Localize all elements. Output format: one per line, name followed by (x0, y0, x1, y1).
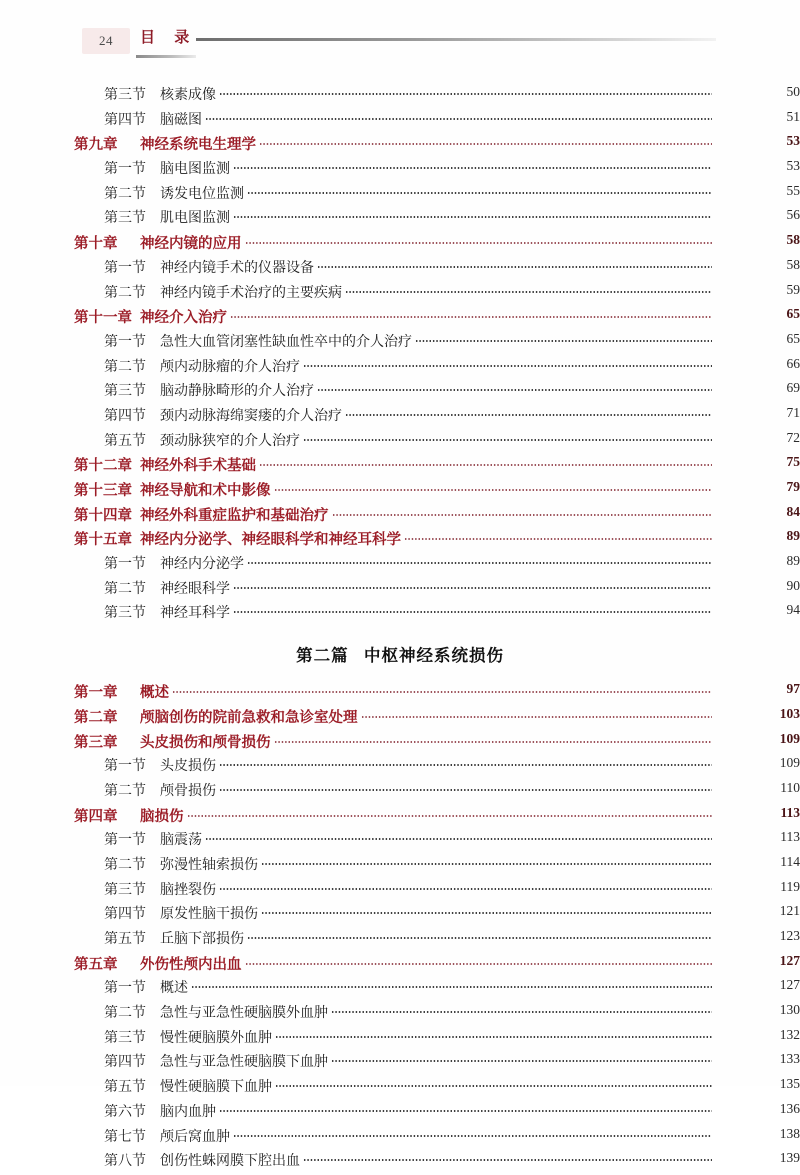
toc-entry-page-number: 66 (786, 355, 800, 371)
toc-entry-label: 第七节 (104, 1129, 146, 1145)
toc-entry-page-number: 114 (780, 853, 800, 869)
dot-leader (303, 357, 712, 371)
toc-section-row[interactable] (0, 854, 800, 879)
toc-entry-title: 原发性脑干损伤 (160, 907, 258, 923)
toc-entry-title: 神经系统电生理学 (140, 137, 256, 154)
toc-entry-page-number: 89 (786, 553, 800, 569)
toc-entry-page-number: 59 (786, 281, 800, 297)
toc-entry-page-number: 58 (786, 232, 800, 248)
dot-leader (219, 781, 712, 795)
toc-entry-label: 第一节 (104, 334, 146, 350)
dot-leader (303, 1151, 712, 1165)
toc-entry-page-number: 94 (786, 602, 800, 618)
toc-entry-label: 第三节 (104, 1030, 146, 1046)
toc-entry-title: 弥漫性轴索损伤 (160, 857, 258, 873)
toc-entry-label: 第一节 (104, 162, 146, 178)
toc-entry-page-number: 138 (779, 1125, 800, 1141)
dot-leader (259, 456, 712, 471)
toc-section-row[interactable] (0, 405, 800, 430)
toc-entry-title: 概述 (160, 981, 188, 997)
dot-leader (259, 135, 712, 150)
toc-entry-page-number: 127 (779, 977, 800, 993)
toc-section-row[interactable] (0, 380, 800, 405)
toc-entry-page-number: 58 (786, 256, 800, 272)
toc-chapter-row[interactable] (0, 479, 800, 504)
toc-entry-page-number: 69 (786, 380, 800, 396)
toc-section-row[interactable] (0, 879, 800, 904)
toc-chapter-row[interactable] (0, 681, 800, 706)
toc-section-row[interactable] (0, 903, 800, 928)
toc-entry-page-number: 56 (786, 207, 800, 223)
toc-entry-label: 第五节 (104, 932, 146, 947)
toc-entry-title: 神经眼科学 (160, 581, 230, 597)
dot-leader (345, 406, 712, 420)
toc-entry-page-number: 84 (786, 503, 800, 519)
dot-leader (191, 978, 712, 992)
dot-leader (205, 110, 712, 124)
toc-entry-page-number: 71 (786, 404, 800, 420)
dot-leader (187, 806, 713, 821)
toc-entry-label: 第二节 (104, 285, 146, 301)
toc-section-row[interactable] (0, 1150, 800, 1175)
toc-entry-title: 概述 (140, 685, 169, 702)
toc-entry-title: 神经内分泌学、神经眼科学和神经耳科学 (140, 532, 401, 549)
toc-entry-label: 第二节 (104, 581, 146, 597)
toc-section-row[interactable] (0, 928, 800, 953)
toc-section-row[interactable] (0, 84, 800, 109)
toc-section-row[interactable] (0, 977, 800, 1002)
toc-entry-title: 脑电图监测 (160, 162, 230, 178)
toc-entry-label: 第二章 (74, 709, 118, 726)
toc-section-row[interactable] (0, 183, 800, 208)
toc-entry-page-number: 110 (780, 779, 800, 795)
toc-entry-label: 第三节 (104, 211, 146, 227)
toc-entry-title: 脑动静脉畸形的介人治疗 (160, 384, 314, 400)
toc-section-row[interactable] (0, 331, 800, 356)
dot-leader (233, 1127, 712, 1141)
dot-leader (274, 732, 713, 747)
part-heading: 第二篇 中枢神经系统损伤 (296, 646, 504, 666)
toc-entry-title: 颅骨损伤 (160, 783, 216, 799)
toc-entry-title: 神经耳科学 (160, 606, 230, 622)
toc-section-row[interactable] (0, 1027, 800, 1052)
toc-section-row[interactable] (0, 1126, 800, 1151)
toc-entry-label: 第一节 (104, 833, 146, 849)
toc-entry-page-number: 72 (786, 429, 800, 445)
toc-entry-title: 脑震荡 (160, 833, 202, 849)
toc-entry-label: 第十三章 (74, 483, 132, 499)
toc-entry-label: 第五章 (74, 956, 118, 973)
toc-entry-label: 第一章 (74, 685, 118, 702)
toc-entry-page-number: 113 (780, 804, 800, 820)
dot-leader (233, 579, 712, 593)
toc-entry-title: 外伤性颅内出血 (140, 956, 242, 973)
header-rule-long (196, 38, 716, 41)
toc-entry-label: 第四节 (104, 1055, 146, 1071)
dot-leader (261, 855, 712, 869)
toc-entry-label: 第三节 (104, 88, 146, 103)
toc-entry-page-number: 133 (779, 1051, 800, 1067)
dot-leader (172, 683, 712, 698)
toc-entry-title: 慢性硬脑膜外血肿 (160, 1030, 272, 1046)
toc-section-row[interactable] (0, 282, 800, 307)
toc-entry-title: 脑挫裂伤 (160, 882, 216, 898)
dot-leader (345, 283, 712, 297)
toc-entry-page-number: 130 (779, 1002, 800, 1018)
toc-chapter-row[interactable] (0, 504, 800, 529)
toc-section-row[interactable] (0, 1051, 800, 1076)
toc-entry-label: 第一节 (104, 557, 146, 573)
toc-entry-page-number: 109 (779, 755, 800, 771)
toc-section-row[interactable] (0, 109, 800, 134)
toc-entry-title: 头皮损伤和颅骨损伤 (140, 734, 271, 751)
toc-entry-title: 脑损伤 (140, 808, 184, 825)
page-folio-number: 24 (99, 33, 113, 48)
toc-entry-page-number: 65 (786, 306, 800, 322)
toc-entry-label: 第二节 (104, 857, 146, 873)
toc-entry-label: 第九章 (74, 137, 118, 154)
toc-entry-page-number: 50 (786, 84, 800, 99)
toc-entry-title: 创伤性蛛网膜下腔出血 (160, 1154, 300, 1170)
toc-entry-page-number: 119 (780, 878, 800, 894)
dot-leader (275, 1077, 712, 1091)
toc-entry-label: 第二节 (104, 359, 146, 375)
toc-entry-label: 第四节 (104, 112, 146, 128)
toc-chapter-row[interactable] (0, 232, 800, 257)
dot-leader (261, 904, 712, 918)
dot-leader (404, 530, 712, 545)
toc-entry-label: 第十五章 (74, 532, 132, 549)
dot-leader (219, 85, 712, 99)
toc-entry-page-number: 51 (786, 108, 800, 124)
dot-leader (219, 880, 712, 894)
toc-section-row[interactable] (0, 1002, 800, 1027)
toc-entry-label: 第六节 (104, 1104, 146, 1120)
toc-entry-label: 第二节 (104, 1006, 146, 1022)
toc-section-row[interactable] (0, 207, 800, 232)
toc-entry-page-number: 79 (786, 479, 800, 494)
toc-entry-label: 第三节 (104, 384, 146, 400)
header-rule-short (136, 55, 196, 58)
toc-entry-page-number: 97 (786, 681, 800, 697)
toc-section-row[interactable] (0, 257, 800, 282)
toc-entry-page-number: 53 (786, 158, 800, 174)
toc-section-row[interactable] (0, 158, 800, 183)
toc-entry-label: 第八节 (104, 1154, 146, 1170)
toc-entry-page-number: 139 (779, 1150, 800, 1166)
toc-entry-title: 颅内动脉瘤的介人治疗 (160, 359, 300, 375)
dot-leader (245, 234, 713, 249)
toc-entry-title: 神经外科手术基础 (140, 458, 256, 475)
toc-entry-title: 肌电图监测 (160, 211, 230, 227)
dot-leader (233, 603, 712, 617)
toc-entry-page-number: 55 (786, 182, 800, 198)
toc-entry-title: 脑磁图 (160, 112, 202, 128)
toc-entry-title: 神经内分泌学 (160, 557, 244, 573)
toc-entry-label: 第四节 (104, 907, 146, 923)
toc-entry-page-number: 121 (779, 903, 800, 919)
toc-section-row[interactable] (0, 780, 800, 805)
toc-entry-page-number: 123 (779, 928, 800, 943)
dot-leader (331, 1003, 712, 1017)
toc-entry-page-number: 89 (786, 528, 800, 544)
toc-entry-label: 第四章 (74, 808, 118, 825)
dot-leader (247, 554, 712, 568)
toc-chapter-row[interactable] (0, 706, 800, 731)
dot-leader (247, 184, 712, 198)
toc-section-row[interactable] (0, 755, 800, 780)
toc-entry-label: 第五节 (104, 433, 146, 449)
dot-leader (317, 381, 712, 395)
toc-entry-title: 颈内动脉海绵窦瘘的介人治疗 (160, 408, 342, 424)
toc-entry-page-number: 113 (780, 829, 800, 845)
toc-chapter-row[interactable] (0, 133, 800, 158)
toc-entry-title: 急性与亚急性硬脑膜外血肿 (160, 1006, 328, 1022)
toc-section-row[interactable] (0, 578, 800, 603)
toc-entry-label: 第十章 (74, 236, 118, 253)
toc-entry-title: 颅脑创伤的院前急救和急诊室处理 (140, 709, 358, 726)
toc-section-row[interactable] (0, 553, 800, 578)
toc-entry-title: 神经介入治疗 (140, 310, 227, 327)
toc-chapter-row[interactable] (0, 731, 800, 756)
toc-entry-page-number: 53 (786, 133, 800, 149)
dot-leader (233, 159, 712, 173)
dot-leader (274, 481, 713, 496)
toc-entry-label: 第三节 (104, 882, 146, 898)
dot-leader (245, 954, 713, 969)
toc-entry-label: 第四节 (104, 408, 146, 424)
toc-entry-title: 神经导航和术中影像 (140, 483, 271, 499)
toc-entry-title: 神经内镜的应用 (140, 236, 242, 253)
toc-entry-page-number: 132 (779, 1026, 800, 1042)
dot-leader (219, 1102, 712, 1116)
dot-leader (233, 208, 712, 222)
toc-entry-label: 第二节 (104, 783, 146, 799)
toc-entry-title: 急性大血管闭塞性缺血性卒中的介人治疗 (160, 334, 412, 350)
dot-leader (275, 1028, 712, 1042)
toc-entry-title: 头皮损伤 (160, 759, 216, 775)
dot-leader (415, 332, 712, 346)
toc-entry-page-number: 109 (779, 730, 800, 746)
toc-entry-title: 颈动脉狭窄的介人治疗 (160, 433, 300, 449)
toc-entry-page-number: 127 (779, 952, 800, 968)
dot-leader (247, 929, 712, 943)
toc-entry-page-number: 65 (786, 330, 800, 346)
toc-entry-label: 第一节 (104, 759, 146, 775)
toc-entry-title: 诱发电位监测 (160, 186, 244, 202)
dot-leader (230, 308, 712, 323)
dot-leader (361, 707, 713, 722)
toc-chapter-row[interactable] (0, 528, 800, 553)
toc-entry-title: 丘脑下部损伤 (160, 932, 244, 947)
toc-entry-page-number: 75 (786, 454, 800, 470)
toc-entry-title: 急性与亚急性硬脑膜下血肿 (160, 1055, 328, 1071)
page-title: 目 录 (140, 30, 192, 46)
toc-chapter-row[interactable] (0, 953, 800, 978)
toc-entry-title: 核素成像 (160, 88, 216, 103)
toc-entry-label: 第一节 (104, 981, 146, 997)
toc-section-row[interactable] (0, 602, 800, 627)
toc-section-row[interactable] (0, 356, 800, 381)
toc-entry-label: 第十四章 (74, 507, 132, 524)
toc-entry-title: 慢性硬脑膜下血肿 (160, 1080, 272, 1096)
dot-leader (205, 830, 712, 844)
toc-entry-title: 脑内血肿 (160, 1104, 216, 1120)
toc-section-row[interactable] (0, 1076, 800, 1101)
dot-leader (219, 756, 712, 770)
dot-leader (317, 258, 712, 272)
dot-leader (331, 1052, 712, 1066)
toc-entry-title: 神经外科重症监护和基础治疗 (140, 507, 329, 524)
toc-entry-page-number: 136 (779, 1100, 800, 1116)
dot-leader (332, 505, 713, 520)
toc-entry-title: 神经内镜手术的仪器设备 (160, 260, 314, 276)
toc-entry-label: 第三节 (104, 606, 146, 622)
toc-chapter-row[interactable] (0, 805, 800, 830)
toc-entry-title: 神经内镜手术治疗的主要疾病 (160, 285, 342, 301)
toc-entry-label: 第五节 (104, 1080, 146, 1096)
toc-chapter-row[interactable] (0, 306, 800, 331)
toc-entry-page-number: 90 (786, 577, 800, 593)
toc-section-row[interactable] (0, 1101, 800, 1126)
toc-section-row[interactable] (0, 430, 800, 455)
toc-entry-label: 第十一章 (74, 310, 132, 327)
toc-list (0, 84, 800, 1175)
toc-entry-label: 第一节 (104, 260, 146, 276)
toc-entry-page-number: 135 (779, 1076, 800, 1092)
toc-entry-label: 第二节 (104, 186, 146, 202)
toc-chapter-row[interactable] (0, 454, 800, 479)
toc-section-row[interactable] (0, 829, 800, 854)
toc-entry-label: 第三章 (74, 734, 118, 751)
toc-entry-page-number: 103 (779, 705, 800, 721)
toc-entry-title: 颅后窝血肿 (160, 1129, 230, 1145)
running-header (0, 22, 800, 66)
dot-leader (303, 431, 712, 445)
toc-entry-label: 第十二章 (74, 458, 132, 475)
